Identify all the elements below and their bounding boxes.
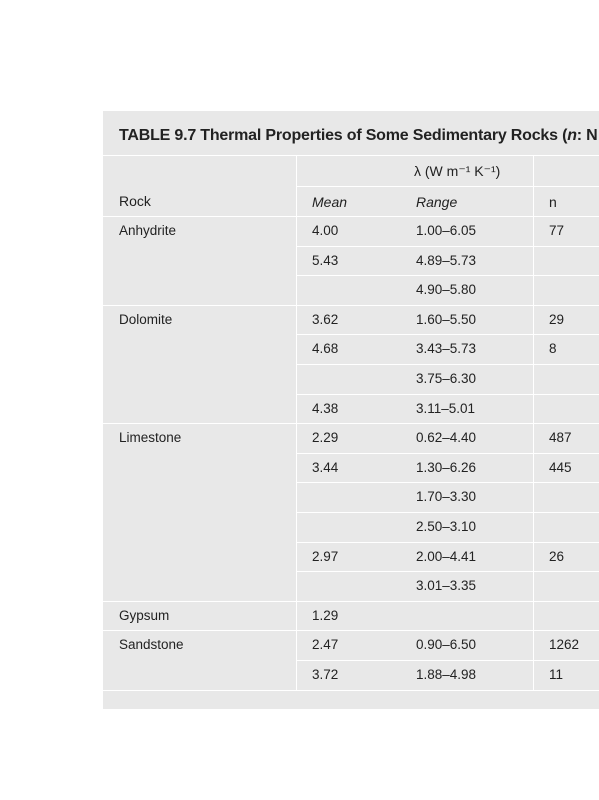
range-cell: 1.88–4.98 [416, 667, 477, 682]
mean-cell: 4.68 [312, 341, 339, 357]
row-rule [103, 305, 599, 306]
mean-cell: 3.62 [312, 311, 339, 327]
rock-cell: Anhydrite [119, 223, 177, 238]
range-cell: 3.75–6.30 [416, 371, 477, 386]
row-rule [296, 334, 599, 335]
table-number: TABLE 9.7 [119, 127, 197, 144]
range-cell: 0.90–6.50 [416, 637, 477, 653]
header-rule [103, 216, 599, 217]
column-header-mean: Mean [312, 194, 348, 210]
row-rule [296, 394, 599, 395]
column-header-range: Range [416, 194, 458, 210]
mean-cell: 3.72 [312, 667, 339, 682]
mean-cell: 2.29 [312, 430, 339, 446]
table-title-text: Thermal Properties of Some Sedimentary Rocks ( [200, 127, 568, 144]
mean-cell: 5.43 [312, 252, 339, 268]
range-cell: 4.89–5.73 [416, 252, 477, 268]
range-cell: 1.30–6.26 [416, 459, 477, 475]
mean-cell: 4.00 [312, 223, 339, 238]
row-rule [296, 364, 599, 365]
n-cell: 26 [549, 548, 565, 564]
row-rule [296, 482, 599, 483]
column-header-rock: Rock [119, 193, 151, 209]
range-cell: 2.50–3.10 [416, 519, 477, 534]
table-title [119, 127, 598, 145]
row-rule [103, 630, 599, 631]
mean-cell: 3.44 [312, 459, 339, 475]
range-cell: 2.00–4.41 [416, 548, 477, 564]
n-cell: 445 [549, 459, 572, 475]
row-rule [296, 246, 599, 247]
column-header-n: n [549, 194, 557, 210]
range-cell: 1.00–6.05 [416, 223, 477, 238]
group-header: λ (W m⁻¹ K⁻¹) [414, 163, 501, 179]
range-cell: 4.90–5.80 [416, 282, 477, 298]
header-group-rule [296, 186, 599, 187]
range-cell: 3.11–5.01 [416, 400, 476, 416]
range-cell: 0.62–4.40 [416, 430, 477, 446]
n-cell: 77 [549, 223, 565, 238]
range-cell: 3.01–3.35 [416, 578, 477, 594]
row-rule [296, 512, 599, 513]
table-caption [103, 111, 599, 156]
n-cell: 487 [549, 430, 572, 446]
rock-cell: Limestone [119, 430, 182, 446]
range-cell: 1.70–3.30 [416, 489, 477, 505]
range-cell: 1.60–5.50 [416, 311, 477, 327]
n-cell: 1262 [549, 637, 580, 653]
row-rule [296, 453, 599, 454]
row-rule [103, 601, 599, 602]
rock-cell: Sandstone [119, 637, 184, 653]
row-rule [296, 660, 599, 661]
n-cell: 8 [549, 341, 557, 357]
range-cell: 3.43–5.73 [416, 341, 477, 357]
n-cell: 11 [549, 667, 564, 682]
rock-cell: Dolomite [119, 311, 173, 327]
row-rule [296, 571, 599, 572]
mean-cell: 2.97 [312, 548, 339, 564]
row-rule [296, 275, 599, 276]
data-table [103, 111, 599, 709]
mean-cell: 4.38 [312, 400, 339, 416]
rock-cell: Gypsum [119, 607, 170, 623]
mean-cell: 2.47 [312, 637, 339, 653]
row-rule [103, 423, 599, 424]
row-rule [296, 542, 599, 543]
table-title-n: n [567, 127, 577, 144]
table-title-tail: : N [576, 127, 598, 144]
mean-cell: 1.29 [312, 607, 339, 623]
n-cell: 29 [549, 311, 565, 327]
table-bottom-rule [103, 690, 599, 691]
